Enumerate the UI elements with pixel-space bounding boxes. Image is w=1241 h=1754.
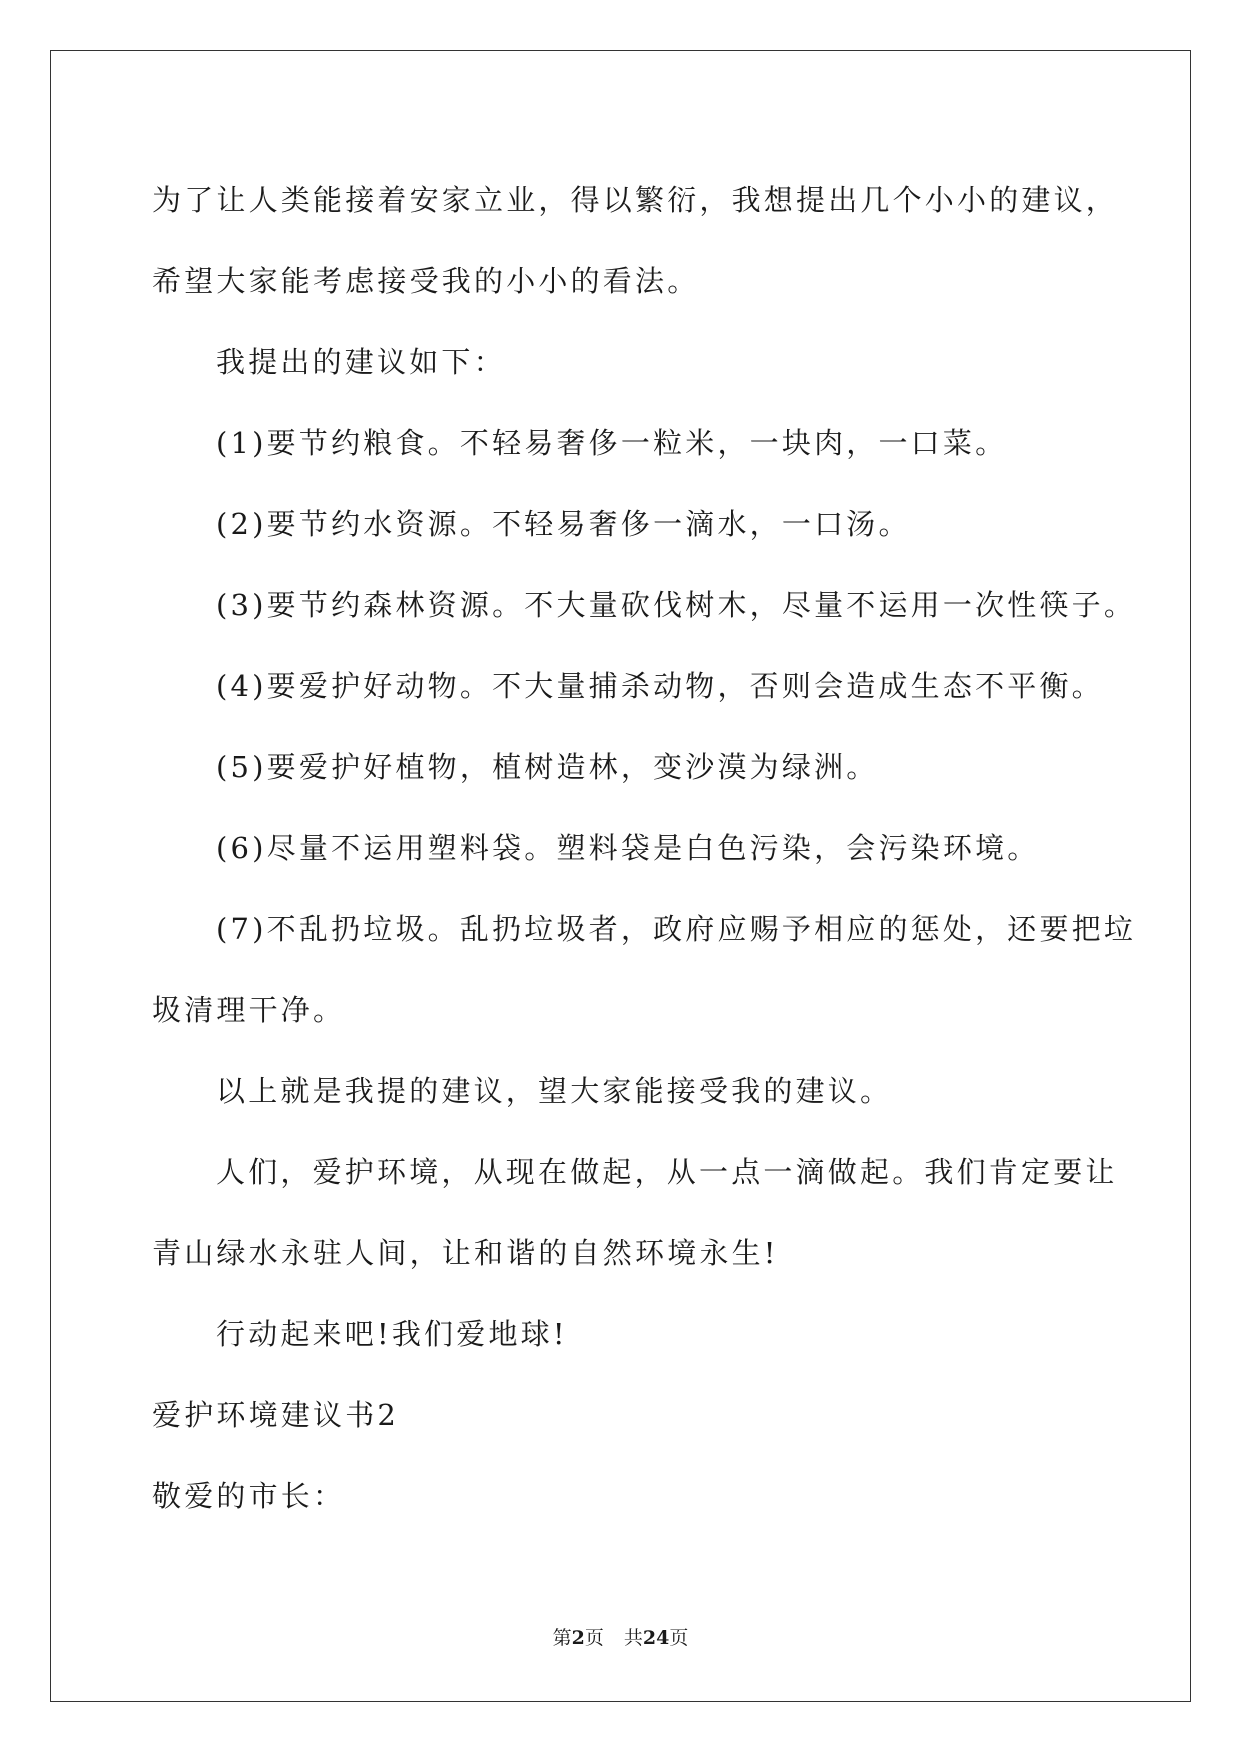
salutation: 敬爱的市长： (152, 1479, 346, 1513)
footer-page-suffix: 页 (584, 1627, 604, 1649)
paragraph: 希望大家能考虑接受我的小小的看法。 (152, 264, 700, 298)
paragraph: 青山绿水永驻人间，让和谐的自然环境永生! (152, 1236, 779, 1270)
paragraph: (3)要节约森林资源。不大量砍伐树木，尽量不运用一次性筷子。 (216, 588, 1137, 622)
paragraph: 人们，爱护环境，从现在做起，从一点一滴做起。我们肯定要让 (216, 1155, 1118, 1189)
paragraph: 我提出的建议如下： (216, 345, 506, 379)
paragraph: (2)要节约水资源。不轻易奢侈一滴水，一口汤。 (216, 507, 911, 541)
page-footer (0, 1623, 1241, 1650)
footer-total-prefix: 共 (623, 1627, 643, 1649)
total-page-count: 24 (642, 1627, 670, 1649)
paragraph: (7)不乱扔垃圾。乱扔垃圾者，政府应赐予相应的惩处，还要把垃 (216, 912, 1137, 946)
section-heading: 爱护环境建议书2 (152, 1398, 400, 1432)
paragraph: (1)要节约粮食。不轻易奢侈一粒米，一块肉，一口菜。 (216, 426, 1008, 460)
paragraph: (6)尽量不运用塑料袋。塑料袋是白色污染，会污染环境。 (216, 831, 1040, 865)
paragraph: 行动起来吧!我们爱地球! (216, 1317, 568, 1351)
current-page-number: 2 (571, 1627, 585, 1649)
footer-prefix: 第 (552, 1627, 572, 1649)
paragraph: 以上就是我提的建议，望大家能接受我的建议。 (216, 1074, 893, 1108)
paragraph: 圾清理干净。 (152, 993, 346, 1027)
paragraph: 为了让人类能接着安家立业，得以繁衍，我想提出几个小小的建议， (152, 183, 1119, 217)
paragraph: (4)要爱护好动物。不大量捕杀动物，否则会造成生态不平衡。 (216, 669, 1104, 703)
footer-total-suffix: 页 (669, 1627, 689, 1649)
document-body (152, 160, 1137, 1537)
paragraph: (5)要爱护好植物，植树造林，变沙漠为绿洲。 (216, 750, 879, 784)
